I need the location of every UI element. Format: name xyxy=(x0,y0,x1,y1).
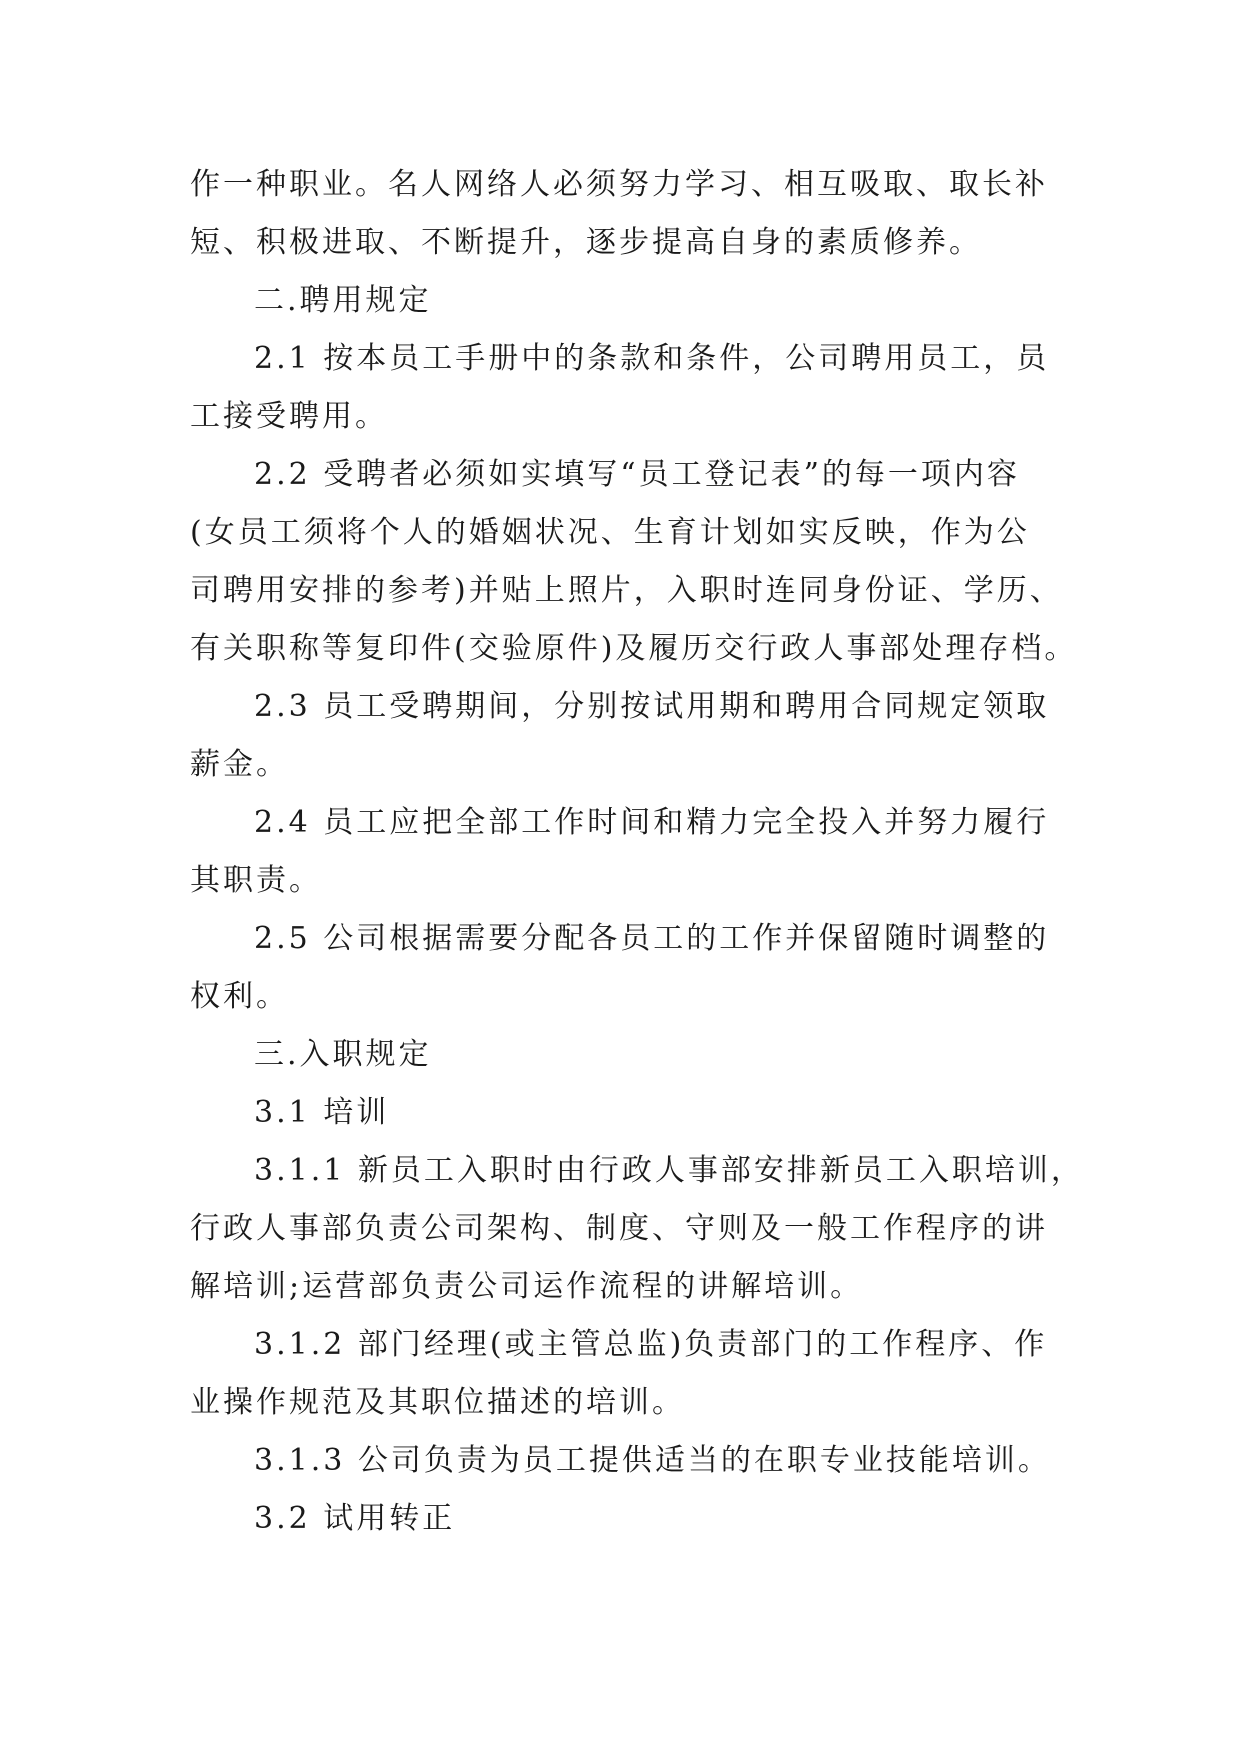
body-line-2: 短、积极进取、不断提升，逐步提高自身的素质修养。 xyxy=(190,225,982,260)
clause-3-1-2: 3.1.2 部门经理(或主管总监)负责部门的工作程序、作 xyxy=(254,1327,1048,1362)
clause-3-1-1: 3.1.1 新员工入职时由行政人事部安排新员工入职培训， xyxy=(254,1153,1084,1188)
subsection-3-1: 3.1 培训 xyxy=(254,1095,390,1130)
clause-2-4: 2.4 员工应把全部工作时间和精力完全投入并努力履行 xyxy=(254,805,1050,840)
clause-2-4-cont: 其职责。 xyxy=(190,863,322,898)
clause-3-1-1-cont-2: 解培训;运营部负责公司运作流程的讲解培训。 xyxy=(190,1269,864,1304)
clause-3-1-2-cont: 业操作规范及其职位描述的培训。 xyxy=(190,1385,685,1420)
clause-2-1-cont: 工接受聘用。 xyxy=(190,399,388,434)
body-line-1: 作一种职业。名人网络人必须努力学习、相互吸取、取长补 xyxy=(190,167,1048,202)
clause-2-2: 2.2 受聘者必须如实填写“员工登记表”的每一项内容 xyxy=(254,457,1020,492)
section-heading-hiring: 二.聘用规定 xyxy=(254,283,432,318)
section-heading-onboarding: 三.入职规定 xyxy=(254,1037,432,1072)
clause-3-1-3: 3.1.3 公司负责为员工提供适当的在职专业技能培训。 xyxy=(254,1443,1051,1478)
clause-2-2-cont-2: 司聘用安排的参考)并贴上照片，入职时连同身份证、学历、 xyxy=(190,573,1063,608)
clause-2-3: 2.3 员工受聘期间，分别按试用期和聘用合同规定领取 xyxy=(254,689,1050,724)
clause-2-5-cont: 权利。 xyxy=(190,979,289,1014)
clause-3-1-1-cont-1: 行政人事部负责公司架构、制度、守则及一般工作程序的讲 xyxy=(190,1211,1048,1246)
clause-2-3-cont: 薪金。 xyxy=(190,747,289,782)
clause-2-2-cont-1: (女员工须将个人的婚姻状况、生育计划如实反映，作为公 xyxy=(190,515,1030,550)
subsection-3-2: 3.2 试用转正 xyxy=(254,1501,456,1536)
clause-2-1: 2.1 按本员工手册中的条款和条件，公司聘用员工，员 xyxy=(254,341,1050,376)
clause-2-2-cont-3: 有关职称等复印件(交验原件)及履历交行政人事部处理存档。 xyxy=(190,631,1078,666)
document-body xyxy=(190,156,1084,1548)
clause-2-5: 2.5 公司根据需要分配各员工的工作并保留随时调整的 xyxy=(254,921,1050,956)
